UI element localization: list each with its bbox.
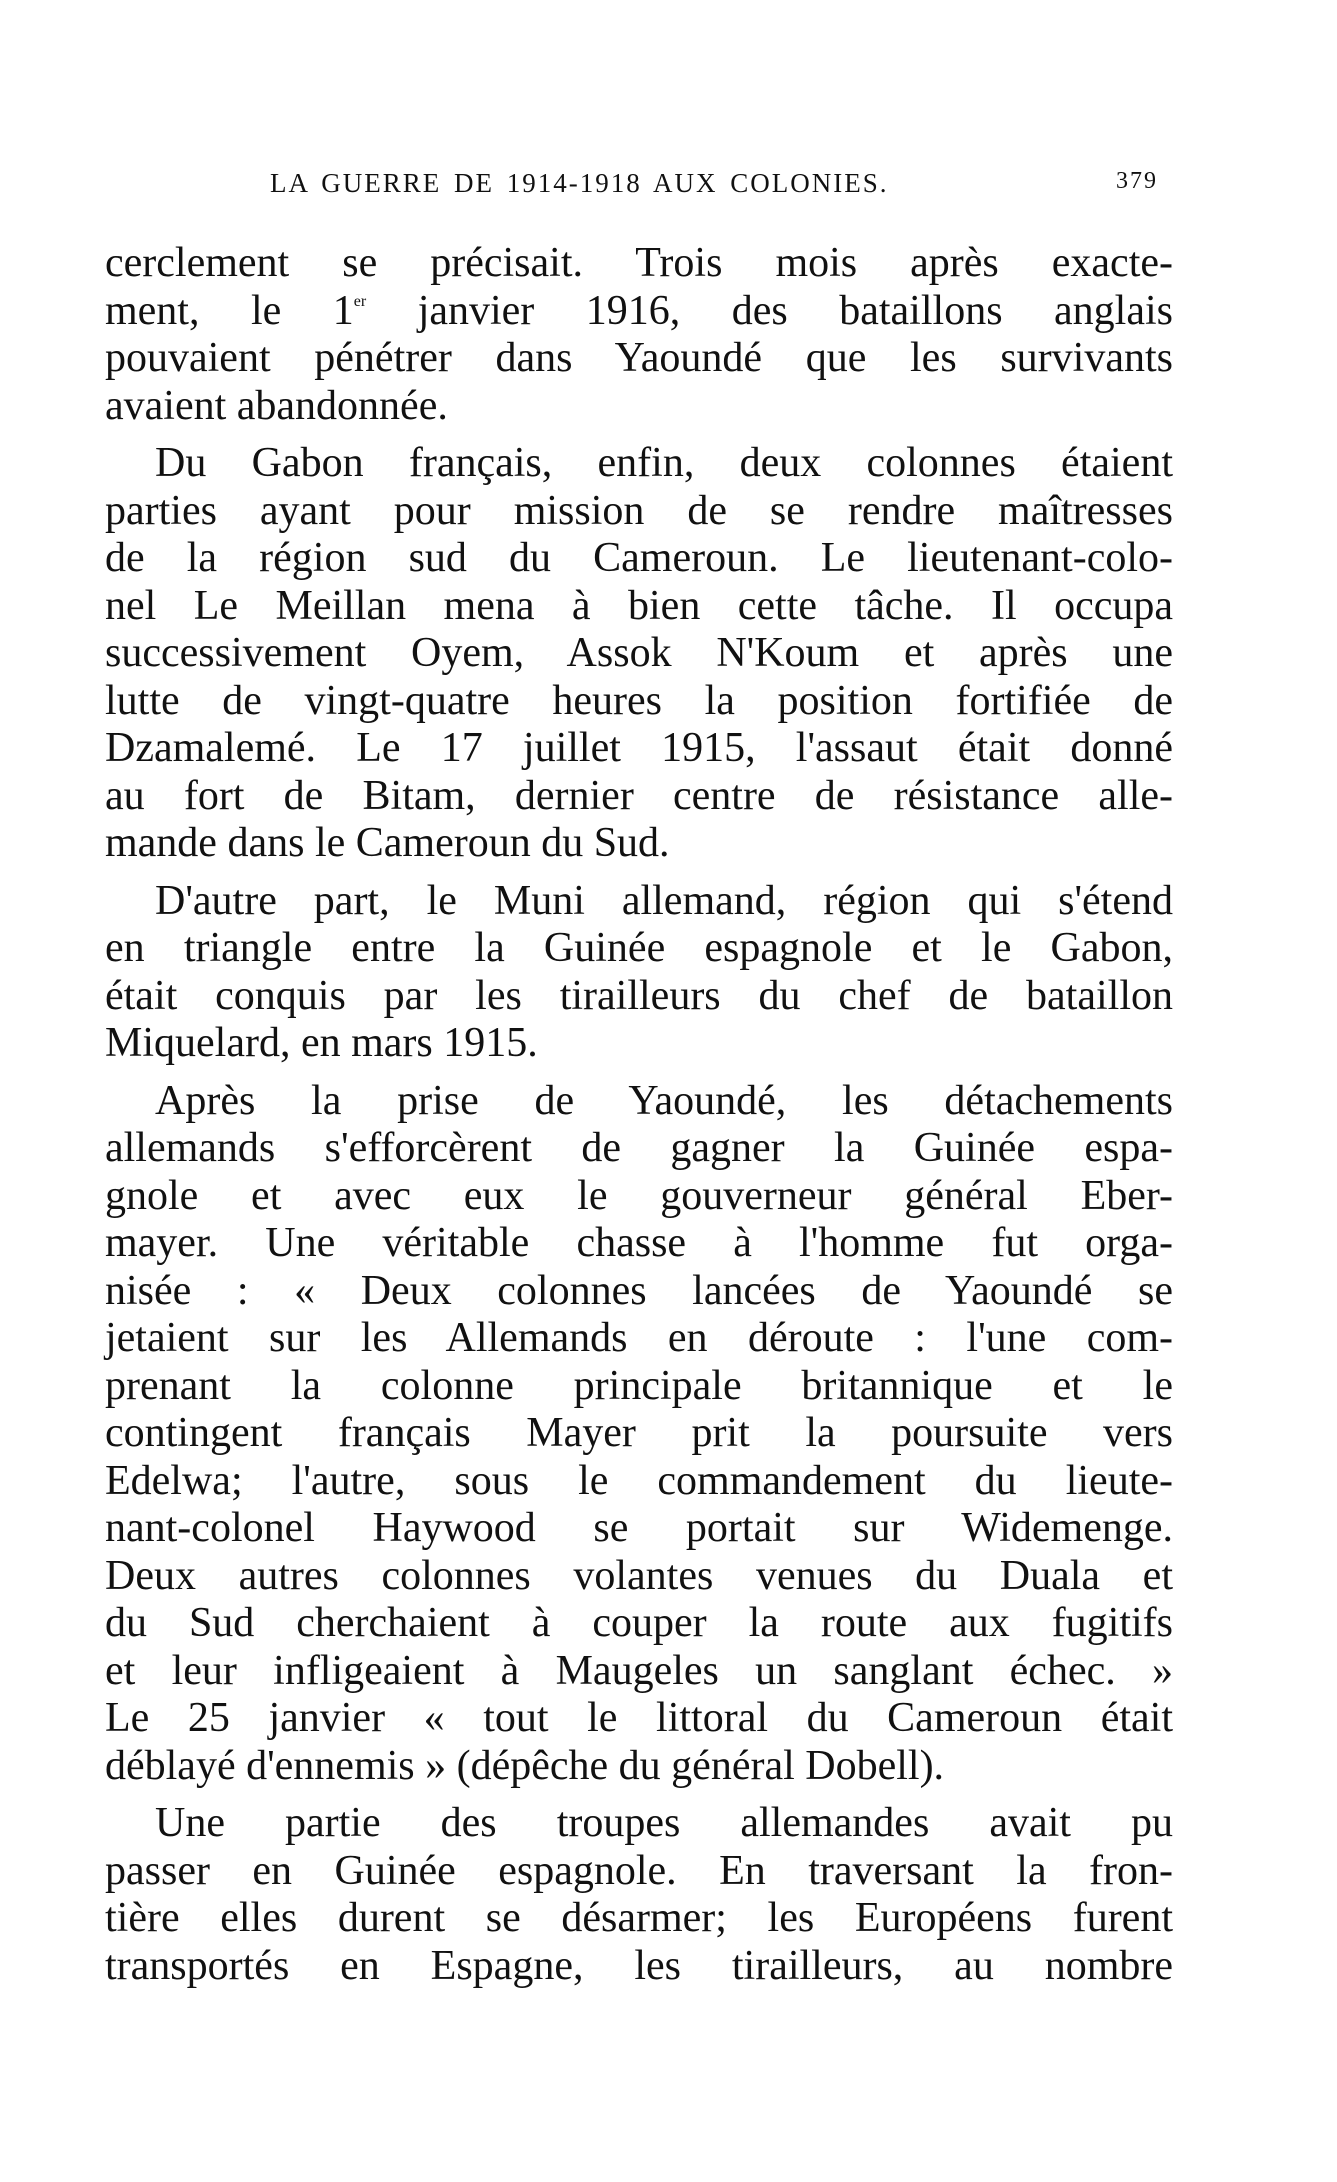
- text-line: nel Le Meillan mena à bien cette tâche. Il occupa: [105, 582, 1173, 629]
- running-head: LA GUERRE DE 1914-1918 AUX COLONIES.: [270, 168, 889, 198]
- text-line: [105, 288, 1173, 336]
- text-line: du Sud cherchaient à couper la route aux fugitifs: [105, 1600, 1173, 1646]
- text-line: Dzamalemé. Le 17 juillet 1915, l'assaut était donné: [105, 725, 1173, 771]
- text-line: D'autre part, le Muni allemand, région qui s'étend: [155, 877, 1173, 924]
- text-line: Après la prise de Yaoundé, les détachements: [155, 1077, 1173, 1124]
- text-line: tière elles durent se désarmer; les Européens furent: [105, 1895, 1173, 1941]
- text-line: déblayé d'ennemis » (dépêche du général Dobell).: [105, 1742, 945, 1789]
- text-line: cerclement se précisait. Trois mois après exacte-: [105, 240, 1173, 286]
- text-line: Le 25 janvier « tout le littoral du Cameroun était: [105, 1695, 1173, 1741]
- text-line: passer en Guinée espagnole. En traversant la fron-: [105, 1847, 1173, 1894]
- text-line: Une partie des troupes allemandes avait pu: [155, 1800, 1173, 1846]
- text-line: nant-colonel Haywood se portait sur Widemenge.: [105, 1505, 1173, 1551]
- page-number: 379: [1116, 168, 1158, 194]
- text-fragment: janvier 1916, des bataillons anglais: [366, 287, 1173, 334]
- text-line: avaient abandonnée.: [105, 382, 448, 429]
- paragraph: [105, 240, 1173, 430]
- text-line: et leur infligeaient à Maugeles un sanglant échec. »: [105, 1647, 1173, 1694]
- text-line: de la région sud du Cameroun. Le lieutenant-colo-: [105, 535, 1173, 581]
- ordinal-superscript: er: [353, 292, 367, 310]
- paragraph: [105, 440, 1173, 868]
- text-line: nisée : « Deux colonnes lancées de Yaoundé se: [105, 1267, 1173, 1314]
- text-line: pouvaient pénétrer dans Yaoundé que les survivants: [105, 335, 1173, 381]
- text-line: lutte de vingt-quatre heures la position fortifiée de: [105, 677, 1173, 724]
- paragraph: [105, 1078, 1173, 1791]
- body-text: [105, 240, 1173, 1990]
- text-line: prenant la colonne principale britannique et le: [105, 1362, 1173, 1409]
- text-line: allemands s'efforcèrent de gagner la Guinée espa-: [105, 1125, 1173, 1171]
- text-line: Edelwa; l'autre, sous le commandement du lieute-: [105, 1457, 1173, 1504]
- text-line: successivement Oyem, Assok N'Koum et après une: [105, 630, 1173, 676]
- text-line: jetaient sur les Allemands en déroute : l'une com-: [105, 1315, 1173, 1361]
- text-line: mande dans le Cameroun du Sud.: [105, 820, 670, 866]
- text-line: Miquelard, en mars 1915.: [105, 1020, 538, 1066]
- text-line: gnole et avec eux le gouverneur général Eber-: [105, 1172, 1173, 1219]
- text-line: Deux autres colonnes volantes venues du Duala et: [105, 1552, 1173, 1599]
- text-line: était conquis par les tirailleurs du chef de bataillon: [105, 972, 1173, 1019]
- text-line: parties ayant pour mission de se rendre maîtresses: [105, 487, 1173, 534]
- text-line: Du Gabon français, enfin, deux colonnes étaient: [155, 440, 1173, 486]
- paragraph: [105, 878, 1173, 1068]
- text-line: transportés en Espagne, les tirailleurs, au nombre: [105, 1942, 1173, 1989]
- text-line: contingent français Mayer prit la poursuite vers: [105, 1410, 1173, 1456]
- text-line: mayer. Une véritable chasse à l'homme fut orga-: [105, 1220, 1173, 1266]
- text-line: en triangle entre la Guinée espagnole et le Gabon,: [105, 925, 1173, 971]
- text-fragment: ment, le 1: [105, 287, 354, 334]
- paragraph: [105, 1800, 1173, 1990]
- text-line: au fort de Bitam, dernier centre de résistance alle-: [105, 772, 1173, 819]
